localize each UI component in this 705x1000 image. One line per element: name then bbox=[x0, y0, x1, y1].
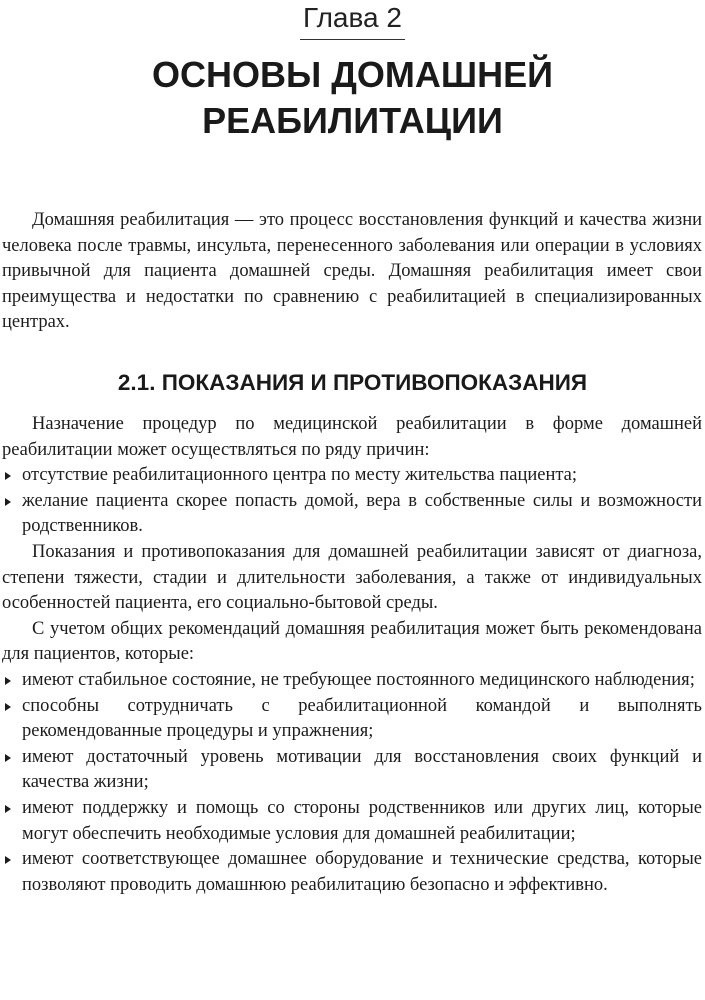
list-item-text: имеют достаточный уровень мотивации для восстановления своих функций и качества жизни; bbox=[22, 746, 702, 793]
paragraph-recommendations: С учетом общих рекомендаций домашняя реабилитация может быть рекомендована для пациентов, которые: bbox=[2, 618, 702, 665]
section-heading: 2.1. ПОКАЗАНИЯ И ПРОТИВОПОКАЗАНИЯ bbox=[117, 370, 588, 395]
bullet-arrow-icon bbox=[5, 498, 11, 506]
list-item bbox=[2, 745, 702, 796]
bullet-arrow-icon bbox=[5, 677, 11, 685]
section-body bbox=[2, 412, 702, 898]
bullet-arrow-icon bbox=[5, 472, 11, 480]
reasons-list bbox=[2, 463, 702, 540]
paragraph-reasons-intro: Назначение процедур по медицинской реабилитации в форме домашней реабилитации может осуществляться по ряду причин: bbox=[2, 414, 702, 460]
bullet-arrow-icon bbox=[5, 856, 11, 864]
list-item-text: способны сотрудничать с реабилитационной командой и выполнять рекомендованные процедуры и упражнения; bbox=[22, 695, 702, 742]
chapter-underline bbox=[300, 39, 405, 40]
paragraph-indications: Показания и противопоказания для домашней реабилитации зависят от диагноза, степени тяжести, стадии и длительности заболевания, а также от индивидуальных особенностей пациента, его социально-бытовой среды. bbox=[2, 541, 702, 614]
bullet-arrow-icon bbox=[5, 754, 11, 762]
list-item-text: отсутствие реабилитационного центра по месту жительства пациента; bbox=[22, 465, 578, 486]
bullet-arrow-icon bbox=[5, 703, 11, 711]
list-item-text: имеют поддержку и помощь со стороны родственников или других лиц, которые могут обеспечить необходимые условия для домашней реабилитации; bbox=[22, 797, 702, 844]
list-item bbox=[2, 796, 702, 847]
intro-block bbox=[2, 208, 702, 336]
list-item bbox=[2, 847, 702, 898]
chapter-title: ОСНОВЫ ДОМАШНЕЙ РЕАБИЛИТАЦИИ bbox=[152, 54, 553, 141]
list-item bbox=[2, 694, 702, 745]
list-item-text: желание пациента скорее попасть домой, вера в собственные силы и возможности родственников. bbox=[22, 490, 702, 537]
patients-list bbox=[2, 668, 702, 898]
list-item bbox=[2, 668, 702, 694]
list-item bbox=[2, 489, 702, 540]
chapter-label: Глава 2 bbox=[303, 2, 402, 33]
list-item-text: имеют соответствующее домашнее оборудование и технические средства, которые позволяют проводить домашнюю реабилитацию безопасно и эффективно. bbox=[22, 849, 702, 895]
intro-paragraph: Домашняя реабилитация — это процесс восстановления функций и качества жизни человека после травмы, инсульта, перенесенного заболевания или операции в условиях привычной для пациента домашней среды. Домашняя реабилитация имеет свои преимущества и недостатки по сравнению с реабилитацией в специализированных центрах. bbox=[2, 210, 702, 333]
bullet-arrow-icon bbox=[5, 805, 11, 813]
list-item-text: имеют стабильное состояние, не требующее постоянного медицинского наблюдения; bbox=[22, 669, 695, 690]
list-item bbox=[2, 463, 702, 489]
